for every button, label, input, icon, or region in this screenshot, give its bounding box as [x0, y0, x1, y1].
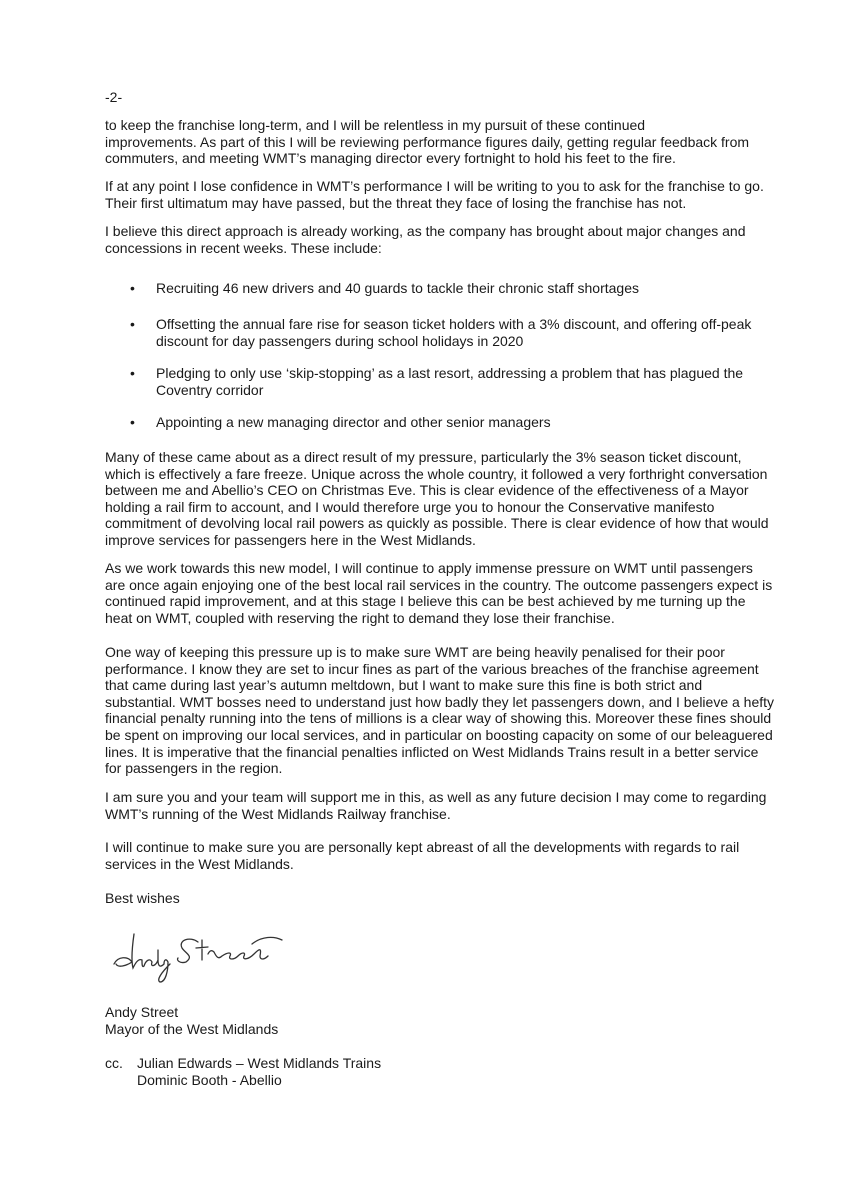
text-line: One way of keeping this pressure up is to make sure WMT are being heavily penalised for their poor: [105, 644, 725, 660]
paragraph: [105, 839, 739, 872]
cc-block: [105, 1055, 382, 1088]
paragraph: [105, 223, 746, 256]
text-line: Offsetting the annual fare rise for season ticket holders with a 3% discount, and offering off-peak: [156, 316, 752, 332]
text-line: commitment of devolving local rail powers as quickly as possible. There is clear evidence of how that would: [105, 515, 769, 532]
text-line: financial penalty running into the tens of millions is a clear way of showing this. Moreover these fines should: [105, 710, 772, 727]
paragraph: [156, 280, 639, 297]
bullet-icon: •: [130, 414, 135, 430]
cc-label: cc.: [105, 1055, 123, 1071]
text-line: for passengers in the region.: [105, 760, 283, 777]
text-line: that came during last year’s autumn meltdown, but I want to make sure this fine is both strict and: [105, 677, 703, 694]
paragraph: [156, 316, 751, 349]
text-line: WMT’s running of the West Midlands Railway franchise.: [105, 805, 451, 822]
text-line: I am sure you and your team will support me in this, as well as any future decision I may come to regarding: [105, 789, 767, 805]
text-line: Their first ultimatum may have passed, but the threat they face of losing the franchise has not.: [105, 194, 687, 211]
text-line: As we work towards this new model, I will continue to apply immense pressure on WMT until passengers: [105, 560, 753, 576]
bullet-icon: •: [130, 316, 135, 332]
text-line: improvements. As part of this I will be reviewing performance figures daily, getting regular feedback from: [105, 133, 750, 150]
signature-image: [112, 930, 292, 990]
text-line: Coventry corridor: [156, 381, 264, 398]
text-line: Appointing a new managing director and other senior managers: [156, 414, 551, 430]
text-line: performance. I know they are set to incur fines as part of the various breaches of the franchise agreement: [105, 660, 759, 677]
text-line: to keep the franchise long-term, and I will be relentless in my pursuit of these continued: [105, 117, 646, 133]
text-line: improve services for passengers here in the West Midlands.: [105, 531, 476, 548]
paragraph: [105, 178, 764, 211]
closing: Best wishes: [105, 890, 180, 906]
paragraph: [105, 644, 774, 777]
bullet-icon: •: [130, 280, 135, 296]
signatory-block: [105, 1004, 278, 1037]
cc-recipient: Julian Edwards – West Midlands Trains: [137, 1055, 382, 1071]
page-number: -2-: [105, 89, 123, 105]
text-line: continued rapid improvement, and at this stage I believe this can be best achieved by me turning up the: [105, 593, 746, 610]
text-line: discount for day passengers during school holidays in 2020: [156, 332, 524, 349]
paragraph: [105, 117, 749, 167]
text-line: are once again enjoying one of the best local rail services in the country. The outcome passengers expect is: [105, 576, 773, 593]
text-line: services in the West Midlands.: [105, 855, 294, 872]
text-line: heat on WMT, coupled with reserving the right to demand they lose their franchise.: [105, 609, 615, 626]
text-line: I will continue to make sure you are personally kept abreast of all the developments with regards to rail: [105, 839, 740, 855]
signatory-name: Andy Street: [105, 1004, 179, 1020]
paragraph: [105, 560, 772, 626]
paragraph: [156, 365, 743, 398]
text-line: between me and Abellio’s CEO on Christmas Eve. This is clear evidence of the effectiveness of a Mayor: [105, 482, 749, 499]
text-line: which is effectively a fare freeze. Unique across the whole country, it followed a very forthright conversation: [105, 465, 768, 482]
text-line: be spent on improving our local services, and in particular on boosting capacity on some of our beleaguered: [105, 726, 773, 743]
text-line: substantial. WMT bosses need to understand just how badly they let passengers down, and I believe a hefty: [105, 693, 775, 710]
paragraph: [156, 414, 551, 431]
text-line: commuters, and meeting WMT’s managing director every fortnight to hold his feet to the fire.: [105, 150, 676, 167]
text-line: If at any point I lose confidence in WMT’s performance I will be writing to you to ask for the franchise to go.: [105, 178, 764, 194]
text-line: I believe this direct approach is already working, as the company has brought about major changes and: [105, 223, 746, 239]
text-line: holding a rail firm to account, and I would therefore urge you to honour the Conservative manifesto: [105, 498, 715, 515]
signatory-title: Mayor of the West Midlands: [105, 1020, 279, 1037]
bullet-icon: •: [130, 365, 135, 381]
paragraph: [105, 789, 766, 822]
text-line: Many of these came about as a direct result of my pressure, particularly the 3% season ticket discount,: [105, 449, 742, 465]
text-line: Recruiting 46 new drivers and 40 guards to tackle their chronic staff shortages: [156, 280, 639, 296]
text-line: Pledging to only use ‘skip-stopping’ as a last resort, addressing a problem that has plagued the: [156, 365, 744, 381]
cc-recipient: Dominic Booth - Abellio: [137, 1071, 282, 1088]
text-line: lines. It is imperative that the financial penalties inflicted on West Midlands Trains result in a better service: [105, 743, 759, 760]
paragraph: [105, 449, 769, 549]
text-line: concessions in recent weeks. These include:: [105, 239, 382, 256]
